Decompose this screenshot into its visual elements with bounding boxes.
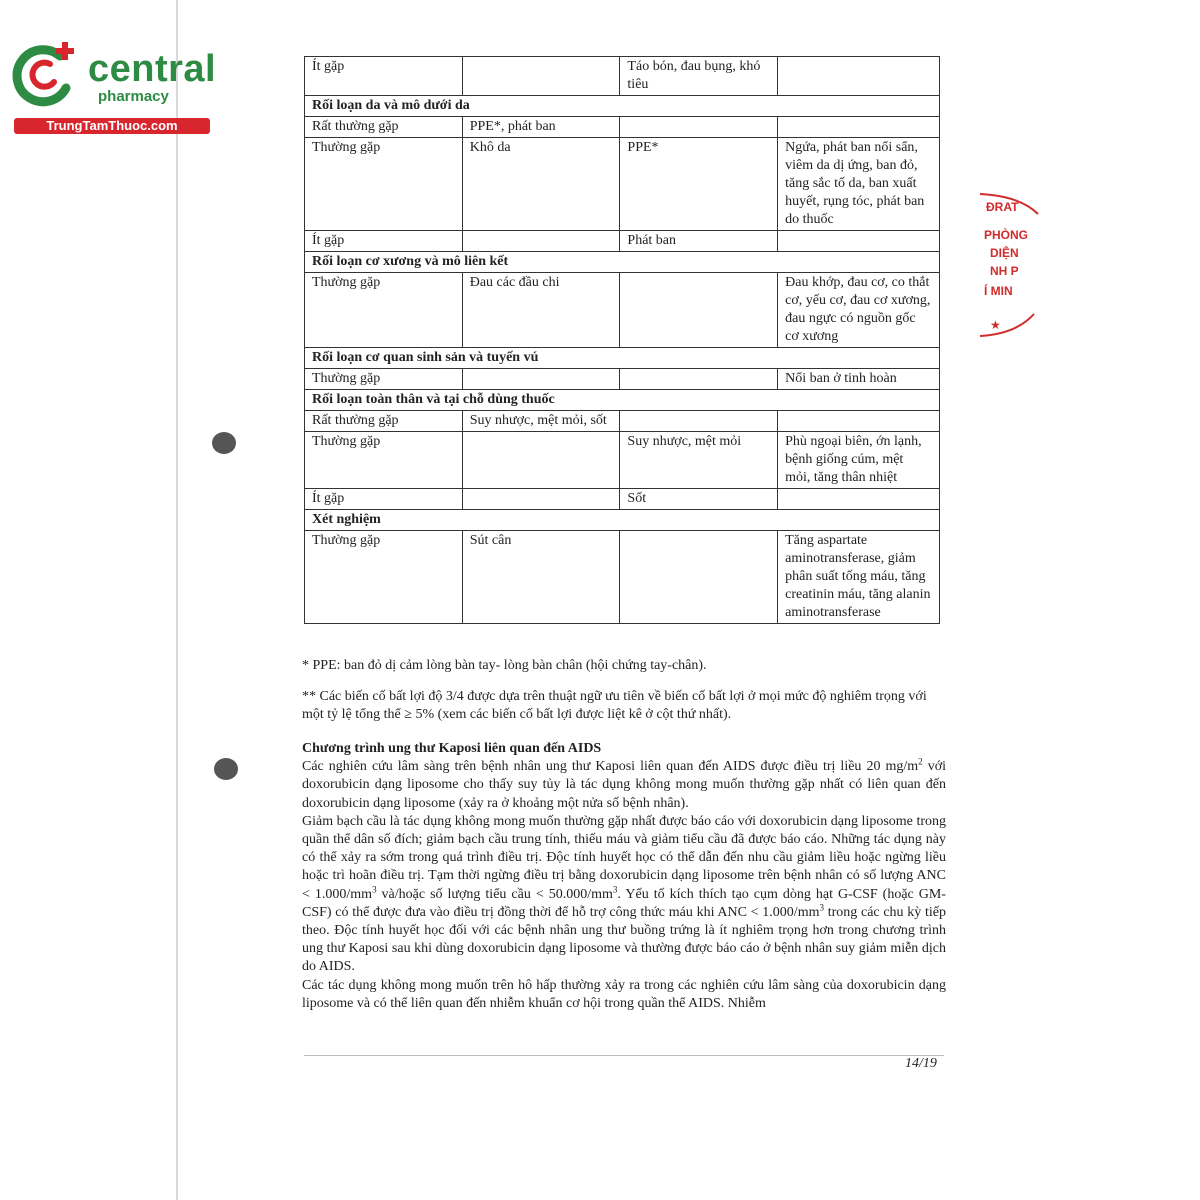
section-title: Rối loạn toàn thân và tại chỗ dùng thuốc (305, 390, 940, 411)
grade-note: ** Các biến cố bất lợi độ 3/4 được dựa trên thuật ngữ ưu tiên về biến cố bất lợi ở mọi mức độ nghiêm trọng với một tỷ lệ tổng thể ≥ 5% (xem các biến cố bất lợi được liệt kê ở cột thứ nhất). (302, 689, 927, 722)
table-cell (778, 489, 940, 510)
stamp-line: Í MIN (984, 284, 1013, 298)
table-cell (462, 432, 620, 489)
table-cell: PPE* (620, 138, 778, 231)
text-span: trong các chu kỳ tiếp theo. Độc tính huyết học đối với các bệnh nhân ung thư buồng trứng là ít nghiêm trọng hơn trong chương trình ung thư Kaposi sau khi dùng doxorubicin dạng liposome và thường được báo cáo ở bệnh nhân suy giảm miễn dịch do AIDS. (302, 904, 946, 975)
table-cell (462, 231, 620, 252)
page-number: 14/19 (905, 1056, 937, 1071)
logo-site: TrungTamThuoc.com (14, 118, 210, 134)
table-cell: Phù ngoại biên, ớn lạnh, bệnh giống cúm, mệt mỏi, tăng thân nhiệt (778, 432, 940, 489)
table-cell (462, 57, 620, 96)
stamp-line: ★ (990, 318, 1001, 332)
ppe-note: * PPE: ban đỏ dị cảm lòng bàn tay- lòng bàn chân (hội chứng tay-chân). (302, 658, 707, 673)
text-span: với doxorubicin dạng liposome cho thấy suy tủy là tác dụng không mong muốn thường gặp nhất có liên quan đến doxorubicin dạng liposome (xảy ra ở khoảng một nửa số bệnh nhân). (302, 759, 947, 811)
table-cell: PPE*, phát ban (462, 117, 620, 138)
section-title: Rối loạn cơ quan sinh sản và tuyến vú (305, 348, 940, 369)
table-cell: Sút cân (462, 531, 620, 624)
footer-divider (304, 1055, 944, 1056)
page-edge (176, 0, 178, 1200)
table-cell (620, 273, 778, 348)
table-cell: Suy nhược, mệt mỏi (620, 432, 778, 489)
table-row (305, 138, 940, 231)
stamp-line: ĐRAT (986, 200, 1019, 214)
table-cell: Sốt (620, 489, 778, 510)
table-cell: Thường gặp (305, 138, 463, 231)
section-title: Rối loạn cơ xương và mô liên kết (305, 252, 940, 273)
table-cell (778, 411, 940, 432)
central-pharmacy-logo[interactable] (10, 38, 220, 138)
table-cell (462, 369, 620, 390)
punch-hole (214, 758, 238, 780)
table-cell: Tăng aspartate aminotransferase, giảm phân suất tống máu, tăng creatinin máu, tăng alanin aminotransferase (778, 531, 940, 624)
red-stamp (980, 190, 1040, 340)
logo-mark-icon (10, 38, 82, 110)
table-section-row (305, 96, 940, 117)
table-cell (620, 117, 778, 138)
table-cell: Khô da (462, 138, 620, 231)
punch-hole (212, 432, 236, 454)
table-cell (462, 489, 620, 510)
table-cell (620, 411, 778, 432)
table-cell: Đau các đầu chi (462, 273, 620, 348)
table-row (305, 273, 940, 348)
table-cell (778, 117, 940, 138)
table-section-row (305, 510, 940, 531)
superscript: 3 (372, 883, 377, 894)
logo-sub: pharmacy (98, 88, 169, 105)
table-row (305, 432, 940, 489)
stamp-line: DIỆN (990, 246, 1019, 260)
table-row (305, 489, 940, 510)
table-cell (778, 231, 940, 252)
text-span: và/hoặc số lượng tiểu cầu < 50.000/mm (376, 886, 613, 902)
table-cell: Ít gặp (305, 489, 463, 510)
table-cell (778, 57, 940, 96)
table-row (305, 411, 940, 432)
superscript: 2 (918, 756, 923, 767)
table-row (305, 117, 940, 138)
table-cell: Ít gặp (305, 231, 463, 252)
table-section-row (305, 390, 940, 411)
table-cell: Phát ban (620, 231, 778, 252)
superscript: 3 (612, 883, 618, 894)
kaposi-section (302, 740, 946, 1013)
table-section-row (305, 348, 940, 369)
paragraph-3: Các tác dụng không mong muốn trên hô hấp thường xảy ra trong các nghiên cứu lâm sàng của doxorubicin dạng liposome và có thể liên quan đến nhiễm khuẩn cơ hội trong quần thể AIDS. Nhiễm (302, 977, 946, 1011)
logo-brand: central (88, 48, 217, 90)
table-section-row (305, 252, 940, 273)
table-cell: Táo bón, đau bụng, khó tiêu (620, 57, 778, 96)
table-cell: Suy nhược, mệt mỏi, sốt (462, 411, 620, 432)
text-span: Giảm bạch cầu là tác dụng không mong muốn thường gặp nhất được báo cáo với doxorubicin dạng liposome trong quần thể dân số đích; giảm bạch cầu trung tính, thiếu máu và giảm tiểu cầu đã được báo cáo. Những tác dụng này có thể xảy ra sớm trong quá trình điều trị. Độc tính huyết học có thể dẫn đến nhu cầu giảm liều hoặc ngừng liều hoặc trì hoãn điều trị. Tạm thời ngừng điều trị bằng doxorubicin dạng liposome trên bệnh nhân có số lượng ANC < 1.000/mm (302, 813, 946, 902)
superscript: 3 (819, 902, 824, 913)
table-cell: Ngứa, phát ban nổi sẩn, viêm da dị ứng, ban đỏ, tăng sắc tố da, ban xuất huyết, rụng tóc, phát ban do thuốc (778, 138, 940, 231)
table-cell (620, 531, 778, 624)
table-cell: Thường gặp (305, 432, 463, 489)
table-cell: Rất thường gặp (305, 117, 463, 138)
table-cell: Nổi ban ở tinh hoàn (778, 369, 940, 390)
table-cell: Đau khớp, đau cơ, co thắt cơ, yếu cơ, đau cơ xương, đau ngực có nguồn gốc cơ xương (778, 273, 940, 348)
table-row (305, 531, 940, 624)
table-row (305, 369, 940, 390)
stamp-line: PHÒNG (984, 228, 1029, 242)
table-cell: Ít gặp (305, 57, 463, 96)
table-cell: Thường gặp (305, 273, 463, 348)
table-cell: Thường gặp (305, 369, 463, 390)
text-span: . Yếu tố kích thích tạo cụm dòng hạt G-CSF (hoặc GM-CSF) có thể được đưa vào điều trị đồng thời để hỗ trợ công thức máu khi ANC < 1.000/mm (302, 886, 946, 920)
text-span: Các nghiên cứu lâm sàng trên bệnh nhân ung thư Kaposi liên quan đến AIDS được điều trị liều 20 mg/m (302, 759, 919, 775)
adverse-events-table (304, 56, 940, 624)
section-heading: Chương trình ung thư Kaposi liên quan đến AIDS (302, 741, 602, 756)
paragraph-2 (302, 813, 946, 977)
stamp-line: NH P (990, 264, 1019, 278)
section-title: Xét nghiệm (305, 510, 940, 531)
table-cell (620, 369, 778, 390)
table-row (305, 57, 940, 96)
table-cell: Thường gặp (305, 531, 463, 624)
table-cell: Rất thường gặp (305, 411, 463, 432)
section-title: Rối loạn da và mô dưới da (305, 96, 940, 117)
table-row (305, 231, 940, 252)
paragraph-1 (302, 758, 946, 813)
